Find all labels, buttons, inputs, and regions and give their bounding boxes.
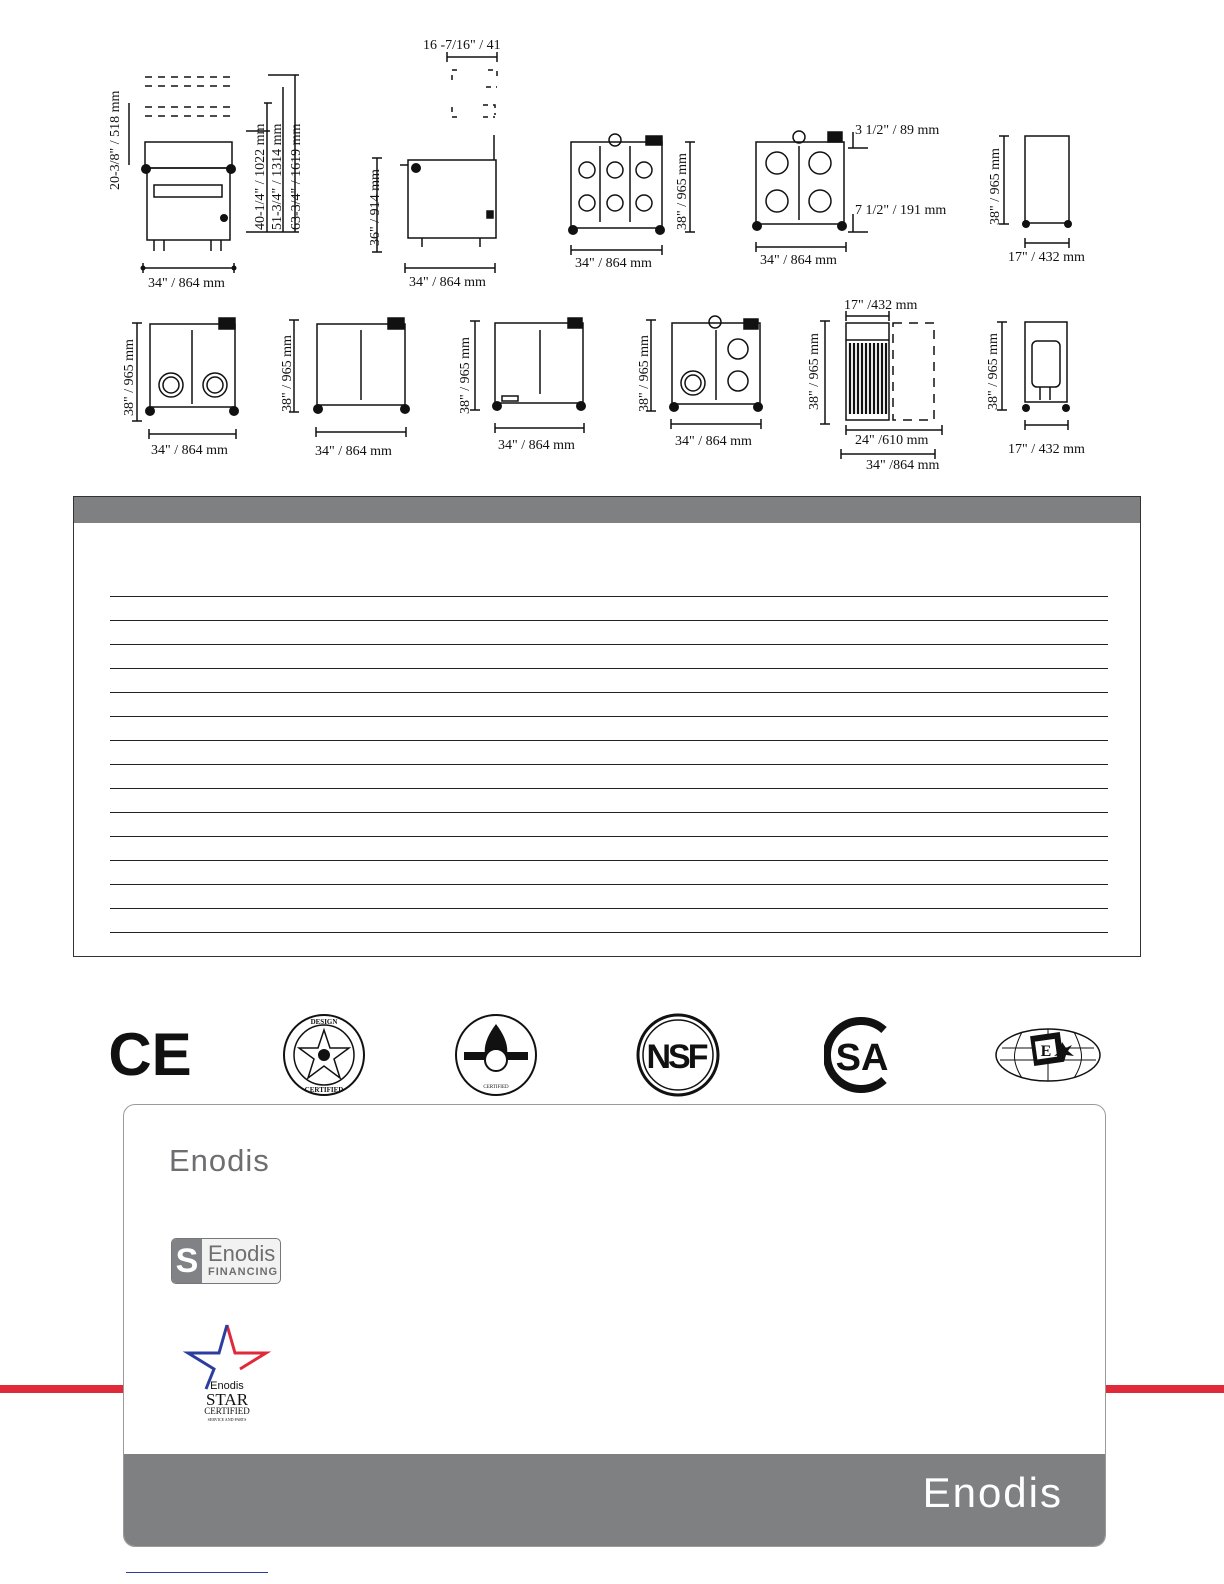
spec-line <box>110 860 1108 861</box>
red-accent-bar-left <box>0 1385 124 1393</box>
spec-line <box>110 644 1108 645</box>
dim-hotplate-height: 38" / 965 mm <box>122 339 137 416</box>
spec-line <box>110 908 1108 909</box>
dim-grill-top: 17" /432 mm <box>844 298 918 313</box>
spec-line <box>110 596 1108 597</box>
export-globe-icon <box>992 1012 1104 1098</box>
spec-line <box>110 932 1108 933</box>
dim-hotplate-width: 34" / 864 mm <box>151 443 228 458</box>
spec-line <box>110 812 1108 813</box>
dim-narrow-height: 38" / 965 mm <box>988 148 1003 225</box>
dim-six-height: 38" / 965 mm <box>675 153 690 230</box>
dim-six-width: 34" / 864 mm <box>575 256 652 271</box>
blue-link-underline[interactable] <box>126 1572 268 1573</box>
spec-line <box>110 620 1108 621</box>
dim-range-h3: 51-3/4" / 1314 mm <box>270 123 285 230</box>
dim-combo-width: 34" / 864 mm <box>675 434 752 449</box>
svg-text:DESIGN: DESIGN <box>310 1018 338 1026</box>
dim-four-width: 34" / 864 mm <box>760 253 837 268</box>
side-view-drawing <box>372 52 497 273</box>
dim-griddle-width: 34" / 864 mm <box>498 438 575 453</box>
gas-certified-icon <box>454 1012 538 1098</box>
spec-line <box>110 788 1108 789</box>
dim-range-h2: 40-1/4" / 1022 mm <box>253 123 268 230</box>
svg-text:SA: SA <box>835 1037 889 1079</box>
dim-side-height: 36" / 914 mm <box>368 169 383 246</box>
spec-line <box>110 716 1108 717</box>
svg-text:CERTIFIED: CERTIFIED <box>304 1086 344 1094</box>
dim-range-width: 34" / 864 mm <box>148 276 225 291</box>
spec-line <box>110 764 1108 765</box>
spec-line <box>110 692 1108 693</box>
enodis-star-certified-logo <box>182 1323 272 1423</box>
enodis-financing-logo <box>171 1238 281 1284</box>
dim-grill-height: 38" / 965 mm <box>807 333 822 410</box>
equipment-dimension-drawings <box>0 0 1224 490</box>
dim-combo-height: 38" / 965 mm <box>637 335 652 412</box>
dim-four-top: 3 1/2" / 89 mm <box>855 123 940 138</box>
combo-drawing <box>646 316 761 429</box>
dim-cabinet-height: 38" / 965 mm <box>280 335 295 412</box>
enodis-logo: Enodis <box>169 1143 270 1178</box>
csa-icon <box>824 1012 896 1098</box>
svg-text:NSF: NSF <box>646 1038 706 1076</box>
svg-text:STAR: STAR <box>205 1390 249 1409</box>
specification-box <box>73 496 1141 957</box>
dim-fryer-width: 17" / 432 mm <box>1008 442 1085 457</box>
dim-cabinet-width: 34" / 864 mm <box>315 444 392 459</box>
dim-range-h1: 20-3/8" / 518 mm <box>108 90 123 190</box>
dim-side-top: 16 -7/16" / 41 <box>423 38 501 53</box>
spec-header-bar <box>74 497 1140 523</box>
spec-line <box>110 836 1108 837</box>
dim-side-width: 34" / 864 mm <box>409 275 486 290</box>
dim-grill-width: 34" /864 mm <box>866 458 940 473</box>
narrow-unit-drawing <box>999 136 1069 248</box>
financing-label: FINANCING <box>208 1266 279 1278</box>
enodis-footer-logo: Enodis <box>922 1469 1063 1516</box>
design-certified-icon <box>282 1012 366 1098</box>
spec-line <box>110 740 1108 741</box>
info-panel <box>123 1104 1106 1547</box>
red-accent-bar-right <box>1100 1385 1224 1393</box>
four-burner-drawing <box>756 131 868 252</box>
svg-text:CERTIFIED: CERTIFIED <box>483 1085 509 1090</box>
spec-line <box>110 668 1108 669</box>
svg-text:CE: CE <box>108 1021 192 1088</box>
fryer-drawing <box>997 322 1068 430</box>
dim-narrow-width: 17" / 432 mm <box>1008 250 1085 265</box>
financing-brand: Enodis <box>208 1241 276 1266</box>
ce-mark-icon <box>108 1012 192 1098</box>
griddle-drawing <box>470 318 584 433</box>
hotplate-drawing <box>132 318 236 439</box>
svg-text:SERVICE AND PARTS: SERVICE AND PARTS <box>207 1417 247 1422</box>
dim-grill-mid: 24" /610 mm <box>855 433 929 448</box>
nsf-icon <box>636 1012 720 1098</box>
dim-fryer-height: 38" / 965 mm <box>986 333 1001 410</box>
dollar-s-icon: S <box>172 1239 202 1283</box>
dim-griddle-height: 38" / 965 mm <box>458 337 473 414</box>
footer-bar <box>124 1454 1105 1546</box>
cabinet-drawing <box>289 318 406 437</box>
svg-text:Enodis: Enodis <box>210 1380 244 1392</box>
dim-four-mid: 7 1/2" / 191 mm <box>855 203 947 218</box>
svg-text:CERTIFIED: CERTIFIED <box>204 1406 250 1416</box>
spec-line <box>110 884 1108 885</box>
svg-text:E: E <box>1040 1043 1052 1060</box>
dim-range-h4: 63-3/4" / 1619 mm <box>289 123 304 230</box>
